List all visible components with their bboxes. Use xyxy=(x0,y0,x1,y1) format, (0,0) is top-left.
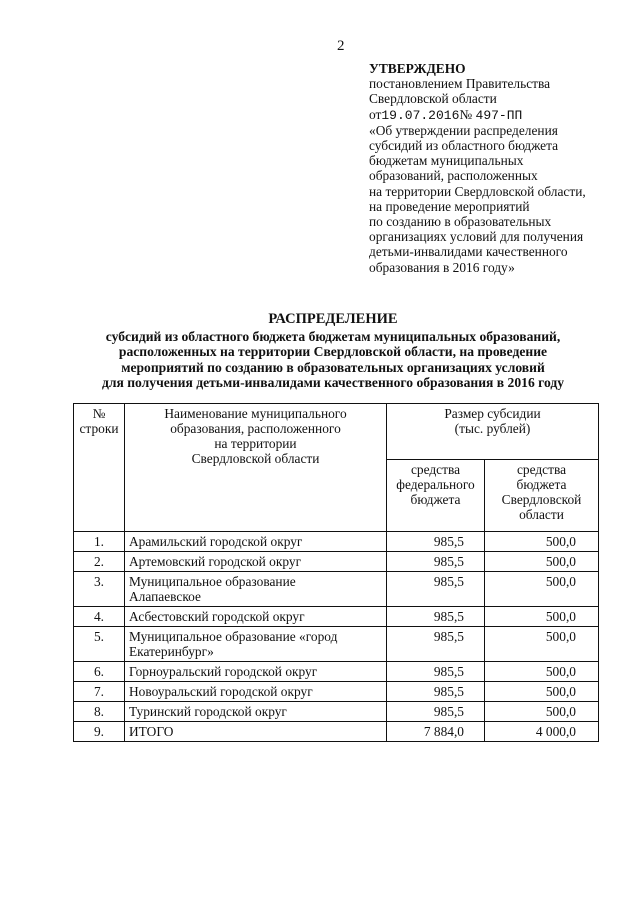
regional-amount: 500,0 xyxy=(485,702,599,722)
decree-title-line: бюджетам муниципальных xyxy=(369,153,524,169)
federal-amount: 985,5 xyxy=(387,532,485,552)
approval-line-1: постановлением Правительства xyxy=(369,76,551,92)
name-line: Артемовский городской округ xyxy=(129,554,302,569)
document-heading xyxy=(70,312,596,391)
regional-amount: 500,0 xyxy=(485,662,599,682)
header-text: области xyxy=(519,507,564,522)
decree-title-line: «Об утверждении распределения xyxy=(369,122,558,138)
heading-line: для получения детьми-инвалидами качественного образования в 2016 году xyxy=(101,375,565,391)
federal-amount: 985,5 xyxy=(387,627,485,662)
name-line: Арамильский городской округ xyxy=(129,534,303,549)
decree-title-line: на территории Свердловской области, xyxy=(369,183,586,199)
table-row xyxy=(74,572,599,607)
federal-amount: 985,5 xyxy=(387,607,485,627)
decree-title-line: образований, расположенных xyxy=(369,168,538,184)
table-row-total xyxy=(74,722,599,742)
page-number: 2 xyxy=(337,38,345,54)
municipality-name xyxy=(125,572,387,607)
date-prefix: от xyxy=(369,106,382,122)
header-text: Свердловской области xyxy=(191,451,320,466)
table-row xyxy=(74,702,599,722)
header-text: № xyxy=(92,406,106,421)
table-row xyxy=(74,532,599,552)
decree-title-line: образования в 2016 году» xyxy=(369,259,515,275)
decree-title-line: на проведение мероприятий xyxy=(369,198,530,214)
header-text: Размер субсидии xyxy=(444,406,541,421)
decree-title-line: субсидий из областного бюджета xyxy=(369,138,559,154)
decree-number: 497-ПП xyxy=(475,107,523,123)
approval-stamp xyxy=(369,61,631,275)
name-line: Туринский городской округ xyxy=(129,704,287,719)
heading-line: мероприятий по созданию в образовательных организациях условий xyxy=(121,359,545,375)
number-sign: № xyxy=(459,106,473,122)
name-line: Муниципальное образование «город xyxy=(129,629,338,644)
federal-amount: 985,5 xyxy=(387,682,485,702)
name-line: Новоуральский городской округ xyxy=(129,684,313,699)
row-number: 7. xyxy=(74,682,125,702)
header-text: федерального xyxy=(396,477,475,492)
approval-line-2: Свердловской области xyxy=(369,91,497,107)
decree-title-line: по созданию в образовательных xyxy=(369,214,552,230)
header-text: средства xyxy=(516,462,567,477)
name-line: ИТОГО xyxy=(129,724,174,739)
decree-date-line xyxy=(369,107,631,123)
municipality-name xyxy=(125,702,387,722)
federal-amount: 985,5 xyxy=(387,702,485,722)
municipality-name xyxy=(125,722,387,742)
header-text: (тыс. рублей) xyxy=(454,421,531,436)
table-row xyxy=(74,682,599,702)
subsidy-table xyxy=(73,403,599,742)
regional-amount: 500,0 xyxy=(485,607,599,627)
name-line: Асбестовский городской округ xyxy=(129,609,305,624)
federal-amount: 985,5 xyxy=(387,572,485,607)
header-subsidy-size xyxy=(387,404,599,460)
municipality-name xyxy=(125,607,387,627)
federal-amount: 985,5 xyxy=(387,662,485,682)
header-row-number xyxy=(74,404,125,532)
name-line: Горноуральский городской округ xyxy=(129,664,318,679)
header-text: бюджета xyxy=(516,477,567,492)
header-text: образования, расположенного xyxy=(170,421,341,436)
row-number: 2. xyxy=(74,552,125,572)
name-line: Муниципальное образование xyxy=(129,574,296,589)
header-regional-funds xyxy=(485,460,599,532)
header-text: средства xyxy=(410,462,461,477)
approved-label: УТВЕРЖДЕНО xyxy=(369,61,466,76)
row-number: 1. xyxy=(74,532,125,552)
table-row xyxy=(74,607,599,627)
federal-amount: 7 884,0 xyxy=(387,722,485,742)
header-text: Наименование муниципального xyxy=(164,406,347,421)
heading-line: расположенных на территории Свердловской области, на проведение xyxy=(118,344,548,360)
regional-amount: 4 000,0 xyxy=(485,722,599,742)
decree-date: 19.07.2016 xyxy=(381,107,460,123)
row-number: 4. xyxy=(74,607,125,627)
decree-title-line: организациях условий для получения xyxy=(369,229,584,245)
municipality-name xyxy=(125,532,387,552)
row-number: 3. xyxy=(74,572,125,607)
regional-amount: 500,0 xyxy=(485,552,599,572)
name-line: Екатеринбург» xyxy=(129,644,214,659)
header-text: строки xyxy=(79,421,119,436)
regional-amount: 500,0 xyxy=(485,532,599,552)
header-text: бюджета xyxy=(410,492,461,507)
municipality-name xyxy=(125,552,387,572)
row-number: 9. xyxy=(74,722,125,742)
header-text: Свердловской xyxy=(501,492,582,507)
decree-title-line: детьми-инвалидами качественного xyxy=(369,244,568,260)
regional-amount: 500,0 xyxy=(485,572,599,607)
header-municipality xyxy=(125,404,387,532)
row-number: 8. xyxy=(74,702,125,722)
municipality-name xyxy=(125,682,387,702)
municipality-name xyxy=(125,662,387,682)
federal-amount: 985,5 xyxy=(387,552,485,572)
row-number: 5. xyxy=(74,627,125,662)
heading-line: субсидий из областного бюджета бюджетам муниципальных образований, xyxy=(105,328,561,344)
regional-amount: 500,0 xyxy=(485,627,599,662)
table-row xyxy=(74,552,599,572)
header-federal-funds xyxy=(387,460,485,532)
regional-amount: 500,0 xyxy=(485,682,599,702)
header-text: на территории xyxy=(214,436,297,451)
table-row xyxy=(74,627,599,662)
heading-title: РАСПРЕДЕЛЕНИЕ xyxy=(268,311,398,327)
row-number: 6. xyxy=(74,662,125,682)
municipality-name xyxy=(125,627,387,662)
table-row xyxy=(74,662,599,682)
name-line: Алапаевское xyxy=(129,589,201,604)
